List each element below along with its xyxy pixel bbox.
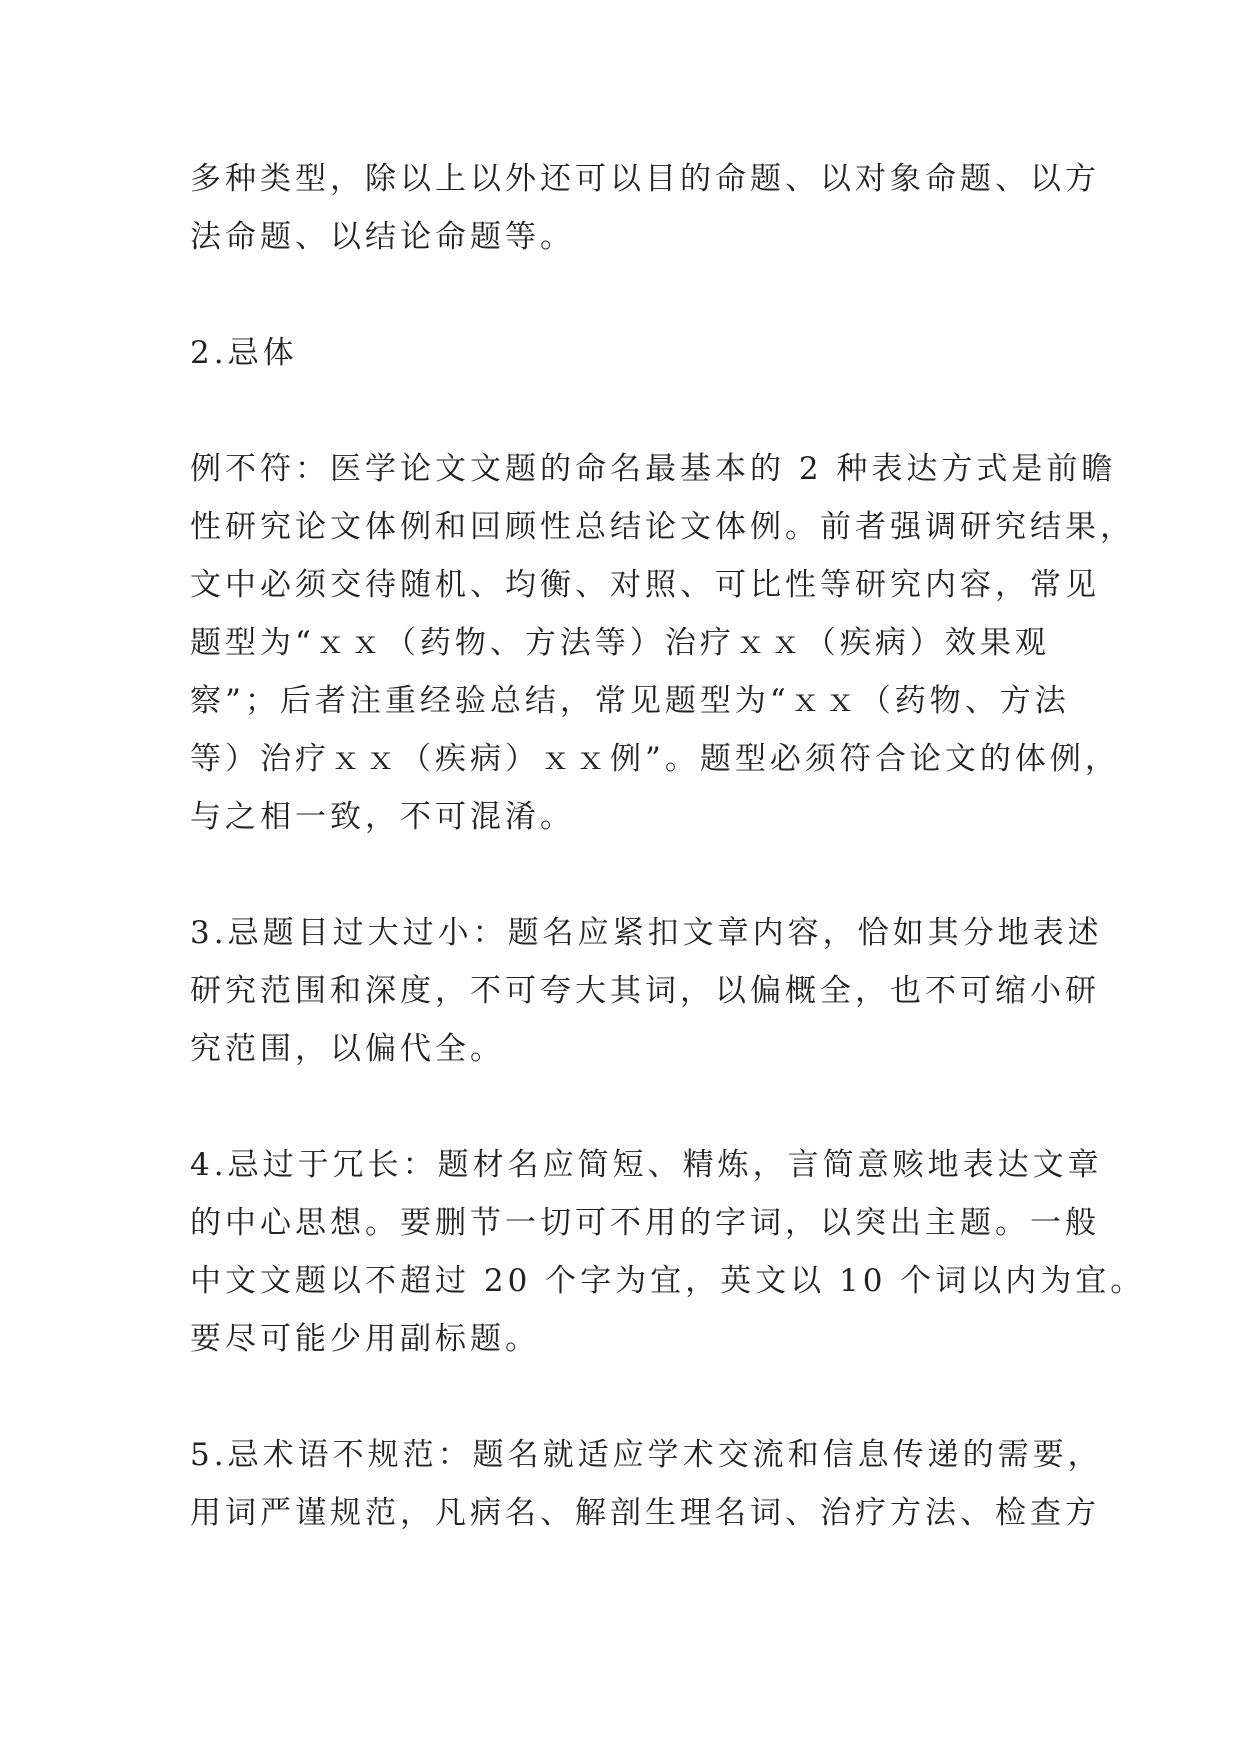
text-line: 多种类型，除以上以外还可以目的命题、以对象命题、以方 [190,161,1100,197]
text-line: 的中心思想。要删节一切可不用的字词，以突出主题。一般 [190,1205,1100,1241]
paragraph-style-mismatch [190,440,1135,846]
paragraph-terminology [190,1426,1103,1542]
text-line: 法命题、以结论命题等。 [190,219,575,255]
text-line: 5.忌术语不规范：题名就适应学术交流和信息传递的需要， [190,1437,1103,1473]
document-page [190,150,1146,1542]
text-line: 用词严谨规范，凡病名、解剖生理名词、治疗方法、检查方 [190,1495,1100,1531]
text-line: 题型为“ｘｘ（药物、方法等）治疗ｘｘ（疾病）效果观 [190,625,1050,661]
text-line: 文中必须交待随机、均衡、对照、可比性等研究内容，常见 [190,567,1100,603]
paragraph-types-continued [190,150,1100,266]
text-line: 与之相一致，不可混淆。 [190,799,575,835]
text-line: 究范围，以偏代全。 [190,1031,505,1067]
text-line: 性研究论文体例和回顾性总结论文体例。前者强调研究结果， [190,509,1135,545]
text-line: 例不符：医学论文文题的命名最基本的 2 种表达方式是前瞻 [190,451,1117,487]
text-line: 3.忌题目过大过小：题名应紧扣文章内容，恰如其分地表述 [190,915,1103,951]
text-line: 研究范围和深度，不可夸大其词，以偏概全，也不可缩小研 [190,973,1100,1009]
paragraph-title-scope [190,904,1103,1078]
text-line: 4.忌过于冗长：题材名应简短、精炼，言简意赅地表达文章 [190,1147,1103,1183]
text-line: 2.忌体 [190,335,298,371]
text-line: 要尽可能少用副标题。 [190,1321,540,1357]
text-line: 等）治疗ｘｘ（疾病）ｘｘ例”。题型必须符合论文的体例， [190,741,1120,777]
section-heading-2 [190,324,1060,382]
text-line: 中文文题以不超过 20 个字为宜，英文以 10 个词以内为宜。 [190,1263,1146,1299]
paragraph-title-length [190,1136,1146,1368]
text-line: 察”；后者注重经验总结，常见题型为“ｘｘ（药物、方法 [190,683,1070,719]
